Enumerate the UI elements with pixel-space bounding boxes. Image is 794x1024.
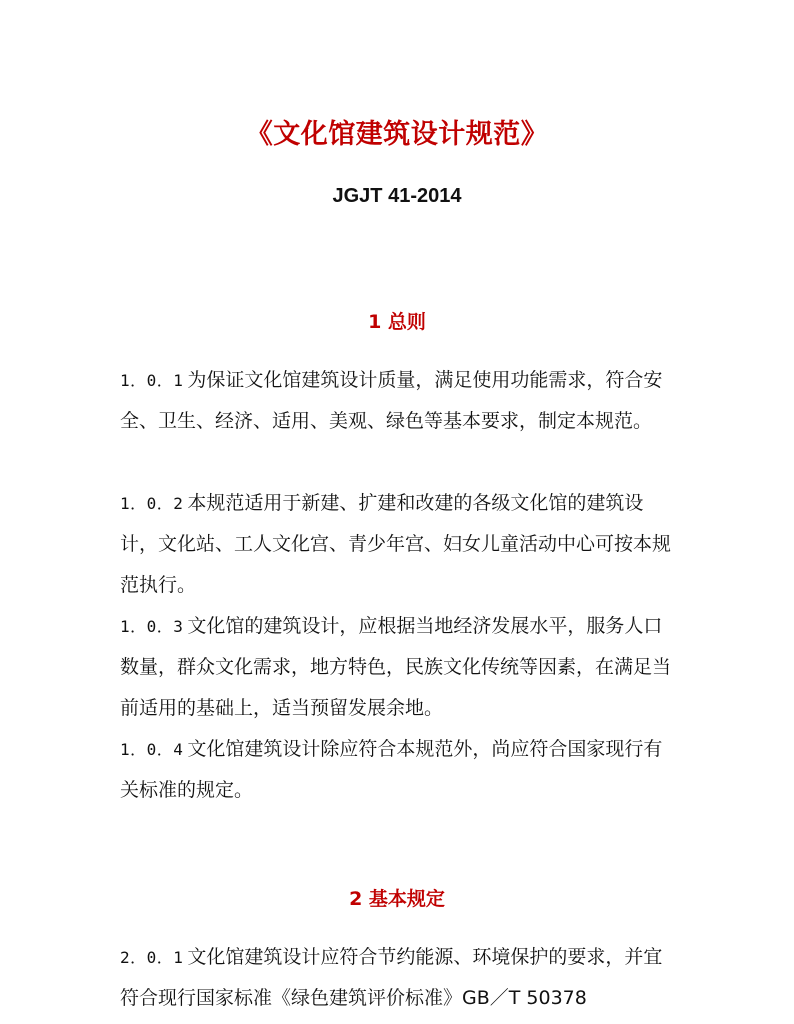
section-heading-2: 2 基本规定 (349, 888, 445, 910)
clause-number: 1．0．4 (120, 740, 184, 759)
clause-text: 本规范适用于新建、扩建和改建的各级文化馆的建筑设计，文化站、工人文化宫、青少年宫、妇女儿童活动中心可按本规范执行。 (120, 492, 672, 596)
clause-number: 2．0．1 (120, 948, 184, 967)
clause-number: 1．0．1 (120, 371, 184, 390)
section-heading-1: 1 总则 (368, 311, 426, 333)
standard-code: JGJT 41-2014 (332, 185, 462, 207)
clause-number: 1．0．3 (120, 617, 184, 636)
clause-1-0-1 (120, 360, 680, 442)
clause-1-0-4 (120, 729, 680, 811)
clause-2-0-1 (120, 937, 680, 1019)
clause-text: 文化馆的建筑设计，应根据当地经济发展水平，服务人口数量，群众文化需求，地方特色，民族文化传统等因素，在满足当前适用的基础上，适当预留发展余地。 (120, 615, 672, 719)
document-title: 《文化馆建筑设计规范》 (245, 119, 549, 150)
clause-number: 1．0．2 (120, 494, 184, 513)
clause-text: 为保证文化馆建筑设计质量，满足使用功能需求，符合安全、卫生、经济、适用、美观、绿色等基本要求，制定本规范。 (120, 369, 663, 432)
clause-text: 文化馆建筑设计应符合节约能源、环境保护的要求，并宜符合现行国家标准《绿色建筑评价标准》GB／T 50378 (120, 946, 663, 1009)
clause-1-0-3 (120, 606, 680, 729)
clause-text: 文化馆建筑设计除应符合本规范外，尚应符合国家现行有关标准的规定。 (120, 738, 663, 801)
clause-1-0-2 (120, 483, 680, 606)
